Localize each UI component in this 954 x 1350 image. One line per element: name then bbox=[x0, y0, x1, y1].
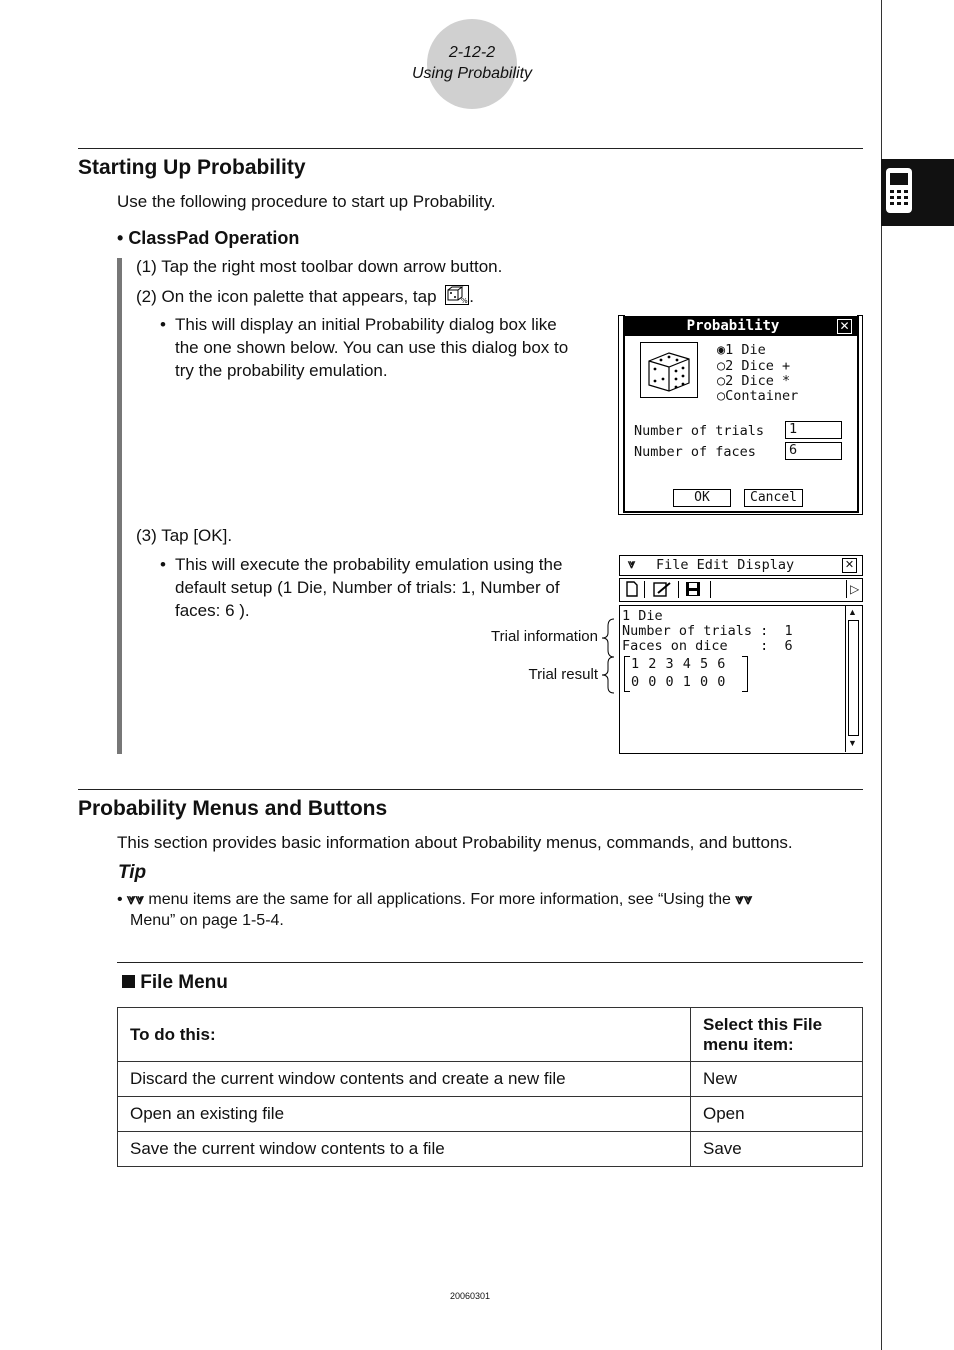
table-row bbox=[118, 1062, 863, 1097]
calculator-icon bbox=[885, 167, 915, 215]
operation-heading bbox=[117, 227, 299, 249]
edit-icon[interactable] bbox=[652, 581, 679, 598]
scroll-up-icon[interactable]: ▲ bbox=[848, 607, 857, 617]
result-screenshot bbox=[619, 555, 863, 754]
tip-line bbox=[117, 891, 752, 909]
section-title: Starting Up Probability bbox=[78, 156, 306, 179]
bullet: • bbox=[160, 315, 166, 334]
ok-button[interactable]: OK bbox=[673, 489, 731, 507]
trials-input[interactable]: 1 bbox=[785, 421, 842, 439]
probability-app-icon bbox=[445, 285, 469, 305]
table-cell: Open an existing file bbox=[118, 1097, 691, 1132]
step-2-text: (2) On the icon palette that appears, tap bbox=[136, 287, 437, 306]
matrix-bracket bbox=[625, 656, 630, 692]
tip-text: menu items are the same for all applications. For more information, see “Using the bbox=[148, 891, 731, 908]
bullet-line: This will execute the probability emulation using the bbox=[175, 555, 563, 574]
option-radio[interactable]: ○2 Dice + bbox=[717, 358, 791, 374]
option-radio[interactable]: ○2 Dice * bbox=[717, 373, 791, 389]
bullet: • bbox=[160, 555, 166, 574]
square-icon bbox=[122, 975, 135, 988]
menu-labels[interactable]: File Edit Display bbox=[656, 557, 795, 573]
cancel-button[interactable]: Cancel bbox=[744, 489, 803, 507]
bullet-line: faces: 6 ). bbox=[175, 601, 250, 620]
toolbar-arrow-icon[interactable]: ▷ bbox=[846, 580, 859, 598]
file-menu-table bbox=[117, 1007, 863, 1167]
result-line: Faces on dice : 6 bbox=[622, 638, 793, 654]
operation-bar bbox=[117, 258, 122, 754]
bullet: • bbox=[117, 891, 128, 908]
table-header-row bbox=[118, 1008, 863, 1062]
option-radio[interactable]: ○Container bbox=[717, 388, 799, 404]
bullet-line: This will display an initial Probability dialog box like bbox=[175, 315, 557, 334]
page-number: 2-12-2 bbox=[448, 44, 496, 61]
trials-label: Number of trials bbox=[634, 423, 765, 439]
callout-result: Trial result bbox=[528, 666, 598, 683]
step-3: (3) Tap [OK]. bbox=[136, 526, 233, 545]
matrix-bracket bbox=[742, 656, 747, 692]
matrix bbox=[624, 656, 748, 692]
toolbar bbox=[619, 578, 863, 602]
svg-text:%: % bbox=[461, 297, 468, 304]
menu-icon[interactable]: ⩔ bbox=[628, 556, 636, 571]
dialog-title: Probability bbox=[686, 318, 780, 334]
table-cell: Discard the current window contents and create a new file bbox=[118, 1062, 691, 1097]
section-intro: This section provides basic information about Probability menus, commands, and buttons. bbox=[117, 833, 793, 852]
die-illustration bbox=[640, 342, 698, 398]
table-cell: Save bbox=[691, 1132, 863, 1167]
table-cell: Save the current window contents to a file bbox=[118, 1132, 691, 1167]
table-cell: Open bbox=[691, 1097, 863, 1132]
result-area bbox=[619, 605, 863, 754]
file-menu-heading bbox=[122, 972, 228, 994]
save-icon[interactable] bbox=[684, 581, 711, 598]
footer-code: 20060301 bbox=[449, 1291, 491, 1301]
header-cell: Select this File menu item: bbox=[691, 1008, 863, 1062]
section-title: Probability Menus and Buttons bbox=[78, 797, 388, 820]
option-label: 1 Die bbox=[725, 342, 766, 358]
bullet: • bbox=[117, 228, 129, 248]
bullet-line: the one shown below. You can use this dialog box to bbox=[175, 338, 569, 357]
section-rule bbox=[78, 148, 863, 149]
new-file-icon[interactable] bbox=[624, 581, 645, 598]
table-row bbox=[118, 1097, 863, 1132]
page-title: Using Probability bbox=[411, 65, 533, 82]
scroll-thumb[interactable] bbox=[848, 620, 859, 736]
chapter-tab bbox=[881, 159, 954, 226]
result-line: Number of trials : 1 bbox=[622, 623, 793, 639]
matrix-row: 1 2 3 4 5 6 bbox=[631, 656, 726, 672]
table-row bbox=[118, 1132, 863, 1167]
close-icon[interactable]: ✕ bbox=[837, 319, 852, 334]
subsection-rule bbox=[117, 962, 863, 963]
brace-icon bbox=[601, 656, 615, 694]
callout-info: Trial information bbox=[491, 628, 598, 645]
table-cell: New bbox=[691, 1062, 863, 1097]
matrix-row: 0 0 0 1 0 0 bbox=[631, 674, 726, 690]
menu-icon: ⩔⩔ bbox=[735, 891, 753, 908]
menu-icon: ⩔⩔ bbox=[127, 891, 144, 908]
option-label: 2 Dice + bbox=[725, 358, 791, 374]
header-circle bbox=[427, 19, 517, 109]
faces-input[interactable]: 6 bbox=[785, 442, 842, 460]
bullet-line: default setup (1 Die, Number of trials: 1, Number of bbox=[175, 578, 560, 597]
brace-icon bbox=[601, 618, 615, 658]
operation-heading-text: ClassPad Operation bbox=[128, 228, 300, 248]
tip-line-2: Menu” on page 1-5-4. bbox=[130, 912, 284, 929]
option-radio[interactable]: ◉1 Die bbox=[717, 342, 766, 358]
scroll-down-icon[interactable]: ▼ bbox=[848, 738, 857, 748]
bullet-line: try the probability emulation. bbox=[175, 361, 388, 380]
close-icon[interactable]: ✕ bbox=[842, 558, 857, 573]
section-rule bbox=[78, 789, 863, 790]
option-label: 2 Dice * bbox=[725, 373, 791, 389]
section-intro: Use the following procedure to start up Probability. bbox=[117, 192, 496, 211]
menu-bar bbox=[619, 555, 863, 576]
faces-label: Number of faces bbox=[634, 444, 756, 460]
file-menu-heading-text: File Menu bbox=[140, 972, 228, 993]
option-label: Container bbox=[725, 388, 799, 404]
header-cell: To do this: bbox=[118, 1008, 691, 1062]
result-line: 1 Die bbox=[622, 608, 663, 624]
step-2: (2) On the icon palette that appears, tap % . bbox=[136, 287, 474, 306]
scrollbar[interactable] bbox=[845, 606, 862, 752]
tip-heading: Tip bbox=[118, 862, 147, 883]
dialog-screenshot bbox=[618, 315, 863, 515]
step-1: (1) Tap the right most toolbar down arrow button. bbox=[136, 257, 503, 276]
